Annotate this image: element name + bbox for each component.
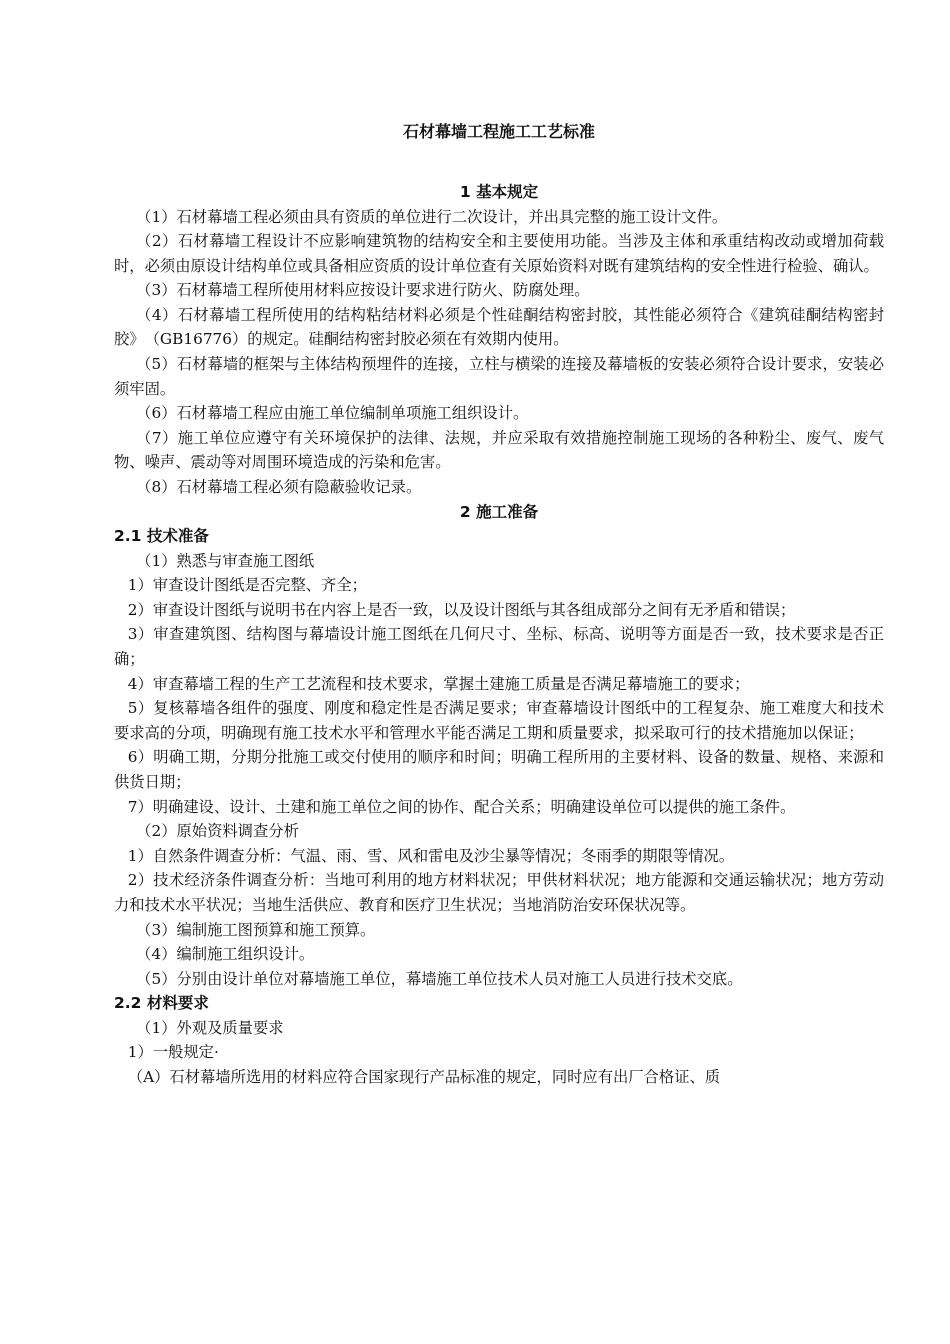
list-item: 3）审查建筑图、结构图与幕墙设计施工图纸在几何尺寸、坐标、标高、说明等方面是否一致，技术要求是否正确； [114, 625, 884, 668]
document-page [114, 120, 884, 1090]
list-item: 4）审查幕墙工程的生产工艺流程和技术要求，掌握土建施工质量是否满足幕墙施工的要求； [127, 674, 750, 693]
section-1-heading: 1 基本规定 [459, 183, 539, 201]
list-item: （1）熟悉与审查施工图纸 [136, 551, 315, 570]
list-item: （4）编制施工组织设计。 [136, 945, 315, 964]
list-item: 1）审查设计图纸是否完整、齐全； [127, 576, 367, 595]
list-item: （A）石材幕墙所选用的材料应符合国家现行产品标准的规定，同时应有出厂合格证、质 [127, 1068, 721, 1086]
list-item: （5）分别由设计单位对幕墙施工单位，幕墙施工单位技术人员对施工人员进行技术交底。 [136, 969, 743, 988]
document-title: 石材幕墙工程施工工艺标准 [402, 122, 595, 141]
subsection-2-1-heading: 2.1 技术准备 [114, 527, 209, 546]
paragraph: （7）施工单位应遵守有关环境保护的法律、法规，并应采取有效措施控制施工现场的各种粉尘、废气、废气物、噪声、震动等对周围环境造成的污染和危害。 [114, 428, 884, 472]
list-item: 6）明确工期，分期分批施工或交付使用的顺序和时间；明确工程所用的主要材料、设备的数量、规格、来源和供货日期； [114, 748, 884, 791]
subsection-2-2-heading: 2.2 材料要求 [114, 994, 209, 1013]
list-item: 2）审查设计图纸与说明书在内容上是否一致，以及设计图纸与其各组成部分之间有无矛盾和错误； [127, 600, 796, 619]
paragraph: （2）石材幕墙工程设计不应影响建筑物的结构安全和主要使用功能。当涉及主体和承重结构改动或增加荷载时，必须由原设计结构单位或具备相应资质的设计单位查有关原始资料对既有建筑结构的安全性进行检验、确认。 [114, 232, 884, 275]
paragraph: （6）石材幕墙工程应由施工单位编制单项施工组织设计。 [136, 404, 529, 423]
list-item: 1）一般规定· [127, 1043, 219, 1062]
list-item: 2）技术经济条件调查分析：当地可利用的地方材料状况；甲供材料状况；地方能源和交通运输状况；地方劳动力和技术水平状况；当地生活供应、教育和医疗卫生状况；当地消防治安环保状况等。 [114, 871, 884, 914]
list-item: （3）编制施工图预算和施工预算。 [136, 920, 376, 939]
list-item: 1）自然条件调查分析：气温、雨、雪、风和雷电及沙尘暴等情况；冬雨季的期限等情况。 [127, 846, 735, 865]
list-item: 7）明确建设、设计、土建和施工单位之间的协作、配合关系；明确建设单位可以提供的施工条件。 [127, 797, 796, 816]
list-item: 5）复核幕墙各组件的强度、刚度和稳定性是否满足要求；审查幕墙设计图纸中的工程复杂、施工难度大和技术要求高的分项，明确现有施工技术水平和管理水平能否满足工期和质量要求，拟采取可行的技术措施加以保证； [114, 699, 884, 742]
paragraph: （4）石材幕墙工程所使用的结构粘结材料必须是个性硅酮结构密封胶，其性能必须符合《建筑硅酮结构密封胶》 （GB16776）的规定。硅酮结构密封胶必须在有效期内使用。 [114, 305, 884, 349]
list-item: （2）原始资料调查分析 [136, 822, 299, 841]
paragraph: （3）石材幕墙工程所使用材料应按设计要求进行防火、防腐处理。 [136, 281, 590, 300]
list-item: （1）外观及质量要求 [136, 1018, 284, 1037]
paragraph: （1）石材幕墙工程必须由具有资质的单位进行二次设计，并出具完整的施工设计文件。 [136, 207, 728, 226]
paragraph: （8）石材幕墙工程必须有隐蔽验收记录。 [136, 478, 422, 497]
section-2-heading: 2 施工准备 [459, 502, 539, 521]
paragraph: （5）石材幕墙的框架与主体结构预埋件的连接，立柱与横梁的连接及幕墙板的安装必须符合设计要求，安装必须牢固。 [114, 355, 884, 398]
